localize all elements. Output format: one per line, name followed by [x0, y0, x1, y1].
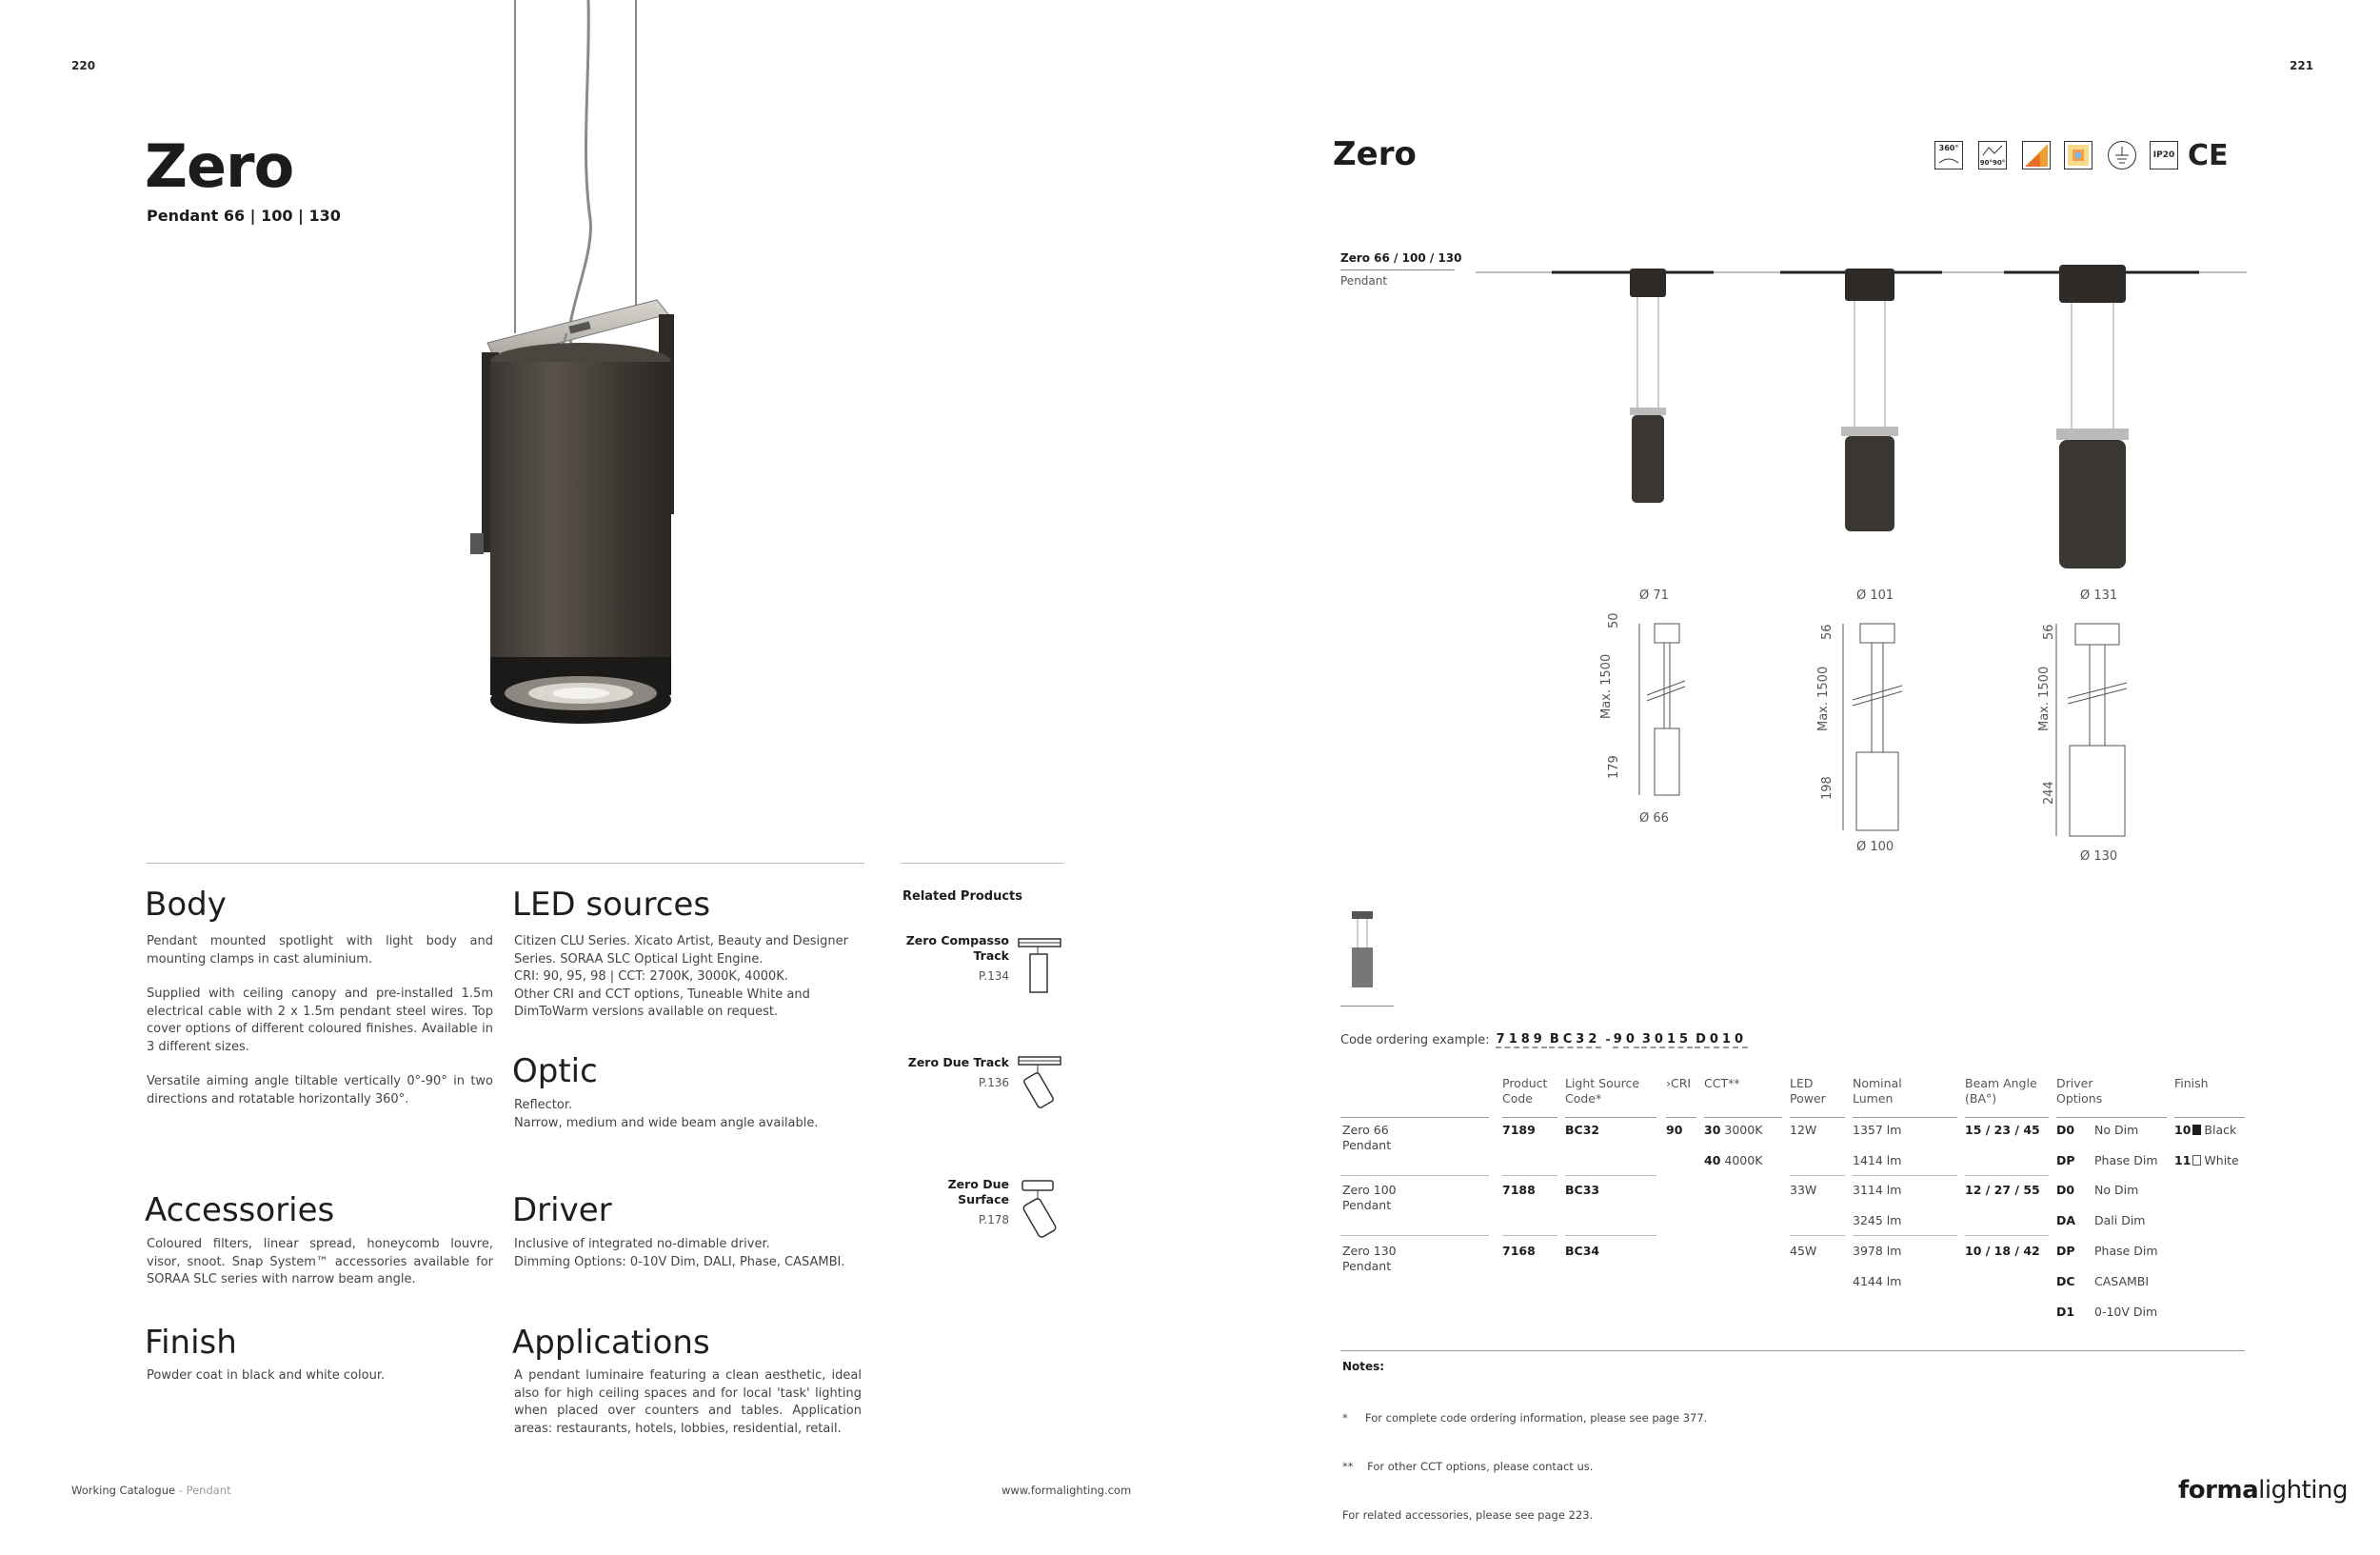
- page-number-left: 220: [71, 59, 96, 72]
- dim-top-66: Ø 71: [1639, 588, 1669, 603]
- finish-item: 11 White: [2174, 1153, 2239, 1167]
- header-finish: Finish: [2174, 1076, 2209, 1090]
- row-ls: BC33: [1565, 1183, 1600, 1197]
- led-heading: LED sources: [512, 886, 711, 924]
- white-swatch-icon: [2192, 1155, 2201, 1166]
- body-text: [147, 933, 493, 1108]
- dim-h1-130: 56: [2042, 624, 2056, 640]
- driver-item: DC CASAMBI: [2056, 1274, 2150, 1288]
- code-separator: -: [1605, 1033, 1611, 1047]
- code-ordering-example: [1340, 1032, 1750, 1048]
- accessories-heading: Accessories: [145, 1191, 335, 1229]
- body-paragraph: Pendant mounted spotlight with light body and mounting clamps in cast aluminium.: [147, 934, 493, 967]
- page-title: Zero: [1333, 135, 1417, 173]
- row-code: 7189: [1502, 1123, 1536, 1137]
- accessories-text: Coloured filters, linear spread, honeycomb louvre, visor, snoot. Snap System™ accessories available for SORAA SLC series with narrow beam angle.: [147, 1237, 493, 1286]
- header-cct: CCT**: [1704, 1076, 1740, 1090]
- dim-bottom-100: Ø 100: [1856, 840, 1894, 854]
- code-group: 90: [1613, 1032, 1638, 1047]
- earth-icon: [2108, 141, 2136, 169]
- code-group: 3015: [1641, 1032, 1693, 1047]
- variant-label: Zero 66 / 100 / 130: [1340, 251, 1462, 265]
- product-subtitle: Pendant 66 | 100 | 130: [147, 207, 341, 225]
- applications-text: A pendant luminaire featuring a clean aesthetic, ideal also for high ceiling spaces and for local 'task' lighting when placed over counters and tables. Application areas: restaurants, hotels, lobbies, residential, retail.: [514, 1368, 862, 1436]
- driver-item: D1 0-10V Dim: [2056, 1305, 2158, 1319]
- variant-type: Pendant: [1340, 274, 1388, 288]
- row-beam: 15 / 23 / 45: [1965, 1123, 2040, 1137]
- dim-h1-66: 50: [1607, 612, 1621, 628]
- finish-heading: Finish: [145, 1324, 237, 1362]
- related-products-heading: Related Products: [902, 889, 1023, 904]
- header-cri: ›CRI: [1666, 1076, 1692, 1090]
- header-beam: Beam Angle (BA°): [1965, 1076, 2037, 1106]
- dim-top-100: Ø 101: [1856, 588, 1894, 603]
- row-lumen: 4144 lm: [1853, 1274, 1902, 1288]
- row-ls: BC34: [1565, 1244, 1600, 1258]
- note-line: * For complete code ordering information, please see page 377.: [1342, 1411, 1708, 1425]
- dim-top-130: Ø 131: [2080, 588, 2118, 603]
- row-code: 7188: [1502, 1183, 1536, 1197]
- product-hero-image: [447, 0, 695, 752]
- row-name: Zero 130 Pendant: [1342, 1244, 1397, 1273]
- row-code: 7168: [1502, 1244, 1536, 1258]
- cri-icon: [2022, 141, 2051, 169]
- driver-item: D0 No Dim: [2056, 1123, 2139, 1137]
- row-ls: BC32: [1565, 1123, 1600, 1137]
- row-cri: 90: [1666, 1123, 1683, 1137]
- compasso-track-icon: [1017, 937, 1064, 994]
- footer-catalogue: Working Catalogue - Pendant: [71, 1484, 231, 1497]
- dim-bottom-66: Ø 66: [1639, 811, 1669, 826]
- row-beam: 10 / 18 / 42: [1965, 1244, 2040, 1258]
- driver-item: DA Dali Dim: [2056, 1213, 2146, 1227]
- tilt-90-icon: 90°90°: [1978, 141, 2007, 169]
- finish-text: Powder coat in black and white colour.: [147, 1368, 386, 1383]
- product-title: Zero: [145, 131, 294, 201]
- code-group: BC32: [1549, 1032, 1601, 1047]
- dim-h1-100: 56: [1820, 624, 1835, 640]
- row-power: 45W: [1790, 1244, 1817, 1258]
- header-driver: Driver Options: [2056, 1076, 2103, 1106]
- row-lumen: 3114 lm: [1853, 1183, 1902, 1197]
- related-item-due-surface[interactable]: [895, 1177, 1009, 1226]
- rotate-360-icon: 360°: [1934, 141, 1963, 169]
- header-lumen: Nominal Lumen: [1853, 1076, 1902, 1106]
- row-lumen: 3245 lm: [1853, 1213, 1902, 1227]
- dim-h2-130: 244: [2042, 781, 2056, 805]
- driver-item: DP Phase Dim: [2056, 1244, 2158, 1258]
- page-number-right: 221: [2290, 59, 2314, 72]
- pendant-thumbnail: [1342, 909, 1390, 1005]
- dim-max-66: Max. 1500: [1599, 653, 1614, 719]
- finish-item: 10 Black: [2174, 1123, 2237, 1137]
- related-item-page: P.136: [978, 1076, 1009, 1089]
- row-lumen: 3978 lm: [1853, 1244, 1902, 1258]
- brand-logo: formalighting: [2178, 1476, 2348, 1505]
- row-power: 33W: [1790, 1183, 1817, 1197]
- related-item-page: P.134: [978, 969, 1009, 983]
- cct-item: 40 4000K: [1704, 1153, 1763, 1167]
- driver-heading: Driver: [512, 1191, 612, 1229]
- note-line: ** For other CCT options, please contact us.: [1342, 1460, 1594, 1473]
- related-item-name: Zero Due Surface: [947, 1177, 1009, 1206]
- related-item-compasso[interactable]: [895, 933, 1009, 983]
- black-swatch-icon: [2192, 1125, 2201, 1135]
- ce-icon: CE: [2188, 139, 2229, 172]
- driver-item: D0 No Dim: [2056, 1183, 2139, 1197]
- header-product-code: Product Code: [1502, 1076, 1548, 1106]
- due-track-icon: [1017, 1055, 1064, 1112]
- related-item-due-track[interactable]: [895, 1055, 1009, 1089]
- code-group: D010: [1696, 1032, 1748, 1047]
- header-led-power: LED Power: [1790, 1076, 1826, 1106]
- row-name: Zero 100 Pendant: [1342, 1183, 1397, 1212]
- applications-heading: Applications: [512, 1324, 710, 1362]
- row-power: 12W: [1790, 1123, 1817, 1137]
- ip20-icon: IP20: [2150, 141, 2178, 169]
- led-text: Citizen CLU Series. Xicato Artist, Beauty and Designer Series. SORAA SLC Optical Light Engine. CRI: 90, 95, 98 | CCT: 2700K, 3000K, 4000K. Other CRI and CCT options, Tuneable White and DimToWarm versions available on request.: [514, 934, 848, 1019]
- driver-item: DP Phase Dim: [2056, 1153, 2158, 1167]
- pendant-lineup-image: [1476, 257, 2247, 581]
- dim-h2-66: 179: [1607, 755, 1621, 779]
- notes-heading: Notes:: [1342, 1360, 1385, 1373]
- code-group: 7189: [1496, 1032, 1546, 1047]
- body-heading: Body: [145, 886, 227, 924]
- notes-body: [1342, 1378, 1707, 1540]
- dim-bottom-130: Ø 130: [2080, 849, 2118, 864]
- dim-h2-100: 198: [1820, 776, 1835, 800]
- body-paragraph: Supplied with ceiling canopy and pre-installed 1.5m electrical cable with 2 x 1.5m pendant steel wires. Top cover options of different coloured finishes. Available in 3 different sizes.: [147, 987, 493, 1054]
- related-item-name: Zero Compasso Track: [905, 933, 1009, 963]
- footer-category: Pendant: [186, 1484, 231, 1497]
- note-line: For related accessories, please see page 223.: [1342, 1508, 1594, 1522]
- cct-item: 30 3000K: [1704, 1123, 1763, 1137]
- related-item-name: Zero Due Track: [907, 1055, 1009, 1069]
- header-light-source: Light Source Code*: [1565, 1076, 1640, 1106]
- body-paragraph: Versatile aiming angle tiltable vertically 0°-90° in two directions and rotatable horizontally 360°.: [147, 1074, 493, 1106]
- optic-heading: Optic: [512, 1052, 598, 1090]
- cct-icon: [2064, 141, 2092, 169]
- row-lumen: 1414 lm: [1853, 1153, 1902, 1167]
- dim-max-100: Max. 1500: [1816, 666, 1831, 731]
- optic-text: Reflector. Narrow, medium and wide beam angle available.: [514, 1098, 819, 1130]
- footer-catalogue-label: Working Catalogue: [71, 1484, 176, 1497]
- code-example-label: Code ordering example:: [1340, 1033, 1490, 1047]
- row-lumen: 1357 lm: [1853, 1123, 1902, 1137]
- driver-text: Inclusive of integrated no-dimable driver. Dimming Options: 0-10V Dim, DALI, Phase, CASAMBI.: [514, 1237, 845, 1269]
- row-beam: 12 / 27 / 55: [1965, 1183, 2040, 1197]
- due-surface-icon: [1017, 1179, 1064, 1246]
- related-item-page: P.178: [978, 1213, 1009, 1226]
- row-name: Zero 66 Pendant: [1342, 1123, 1392, 1152]
- dim-max-130: Max. 1500: [2037, 666, 2052, 731]
- dimension-drawings: [1580, 586, 2171, 871]
- footer-url[interactable]: www.formalighting.com: [1002, 1484, 1132, 1497]
